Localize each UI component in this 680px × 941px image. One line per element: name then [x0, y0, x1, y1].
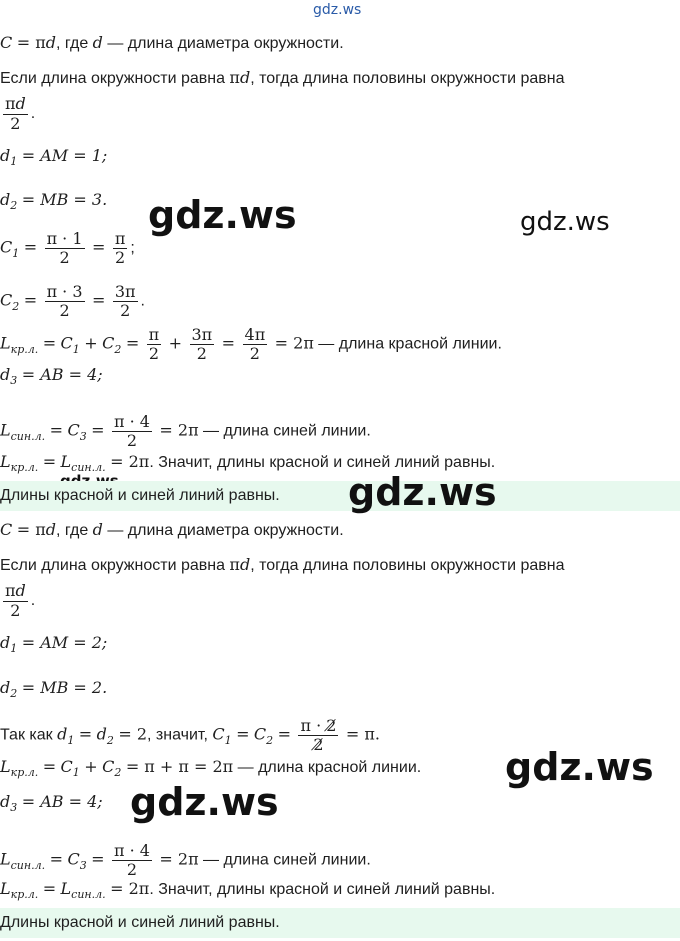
p1-blue-line: $L_{син.л.} = C_3$ = $\frac{\pi \cdot 4}{2}$ = 2π — длина синей линии.	[0, 412, 371, 450]
p1-half-frac: $\frac{\pi d}{2}$ .	[5, 94, 36, 133]
p2-blue-line: $L_{син.л.} = C_3$ = $\frac{\pi \cdot 4}{2}$ = 2π — длина синей линии.	[0, 841, 371, 879]
p2-d2: $d_2$ = MB = 2.	[0, 678, 108, 700]
p2-formula-line: C = πd, где d — длина диаметра окружности.	[0, 520, 344, 539]
p2-since-line: Так как $d_1 = d_2 = 2$, значит, $C_1 = C_2$ = $\frac{\pi \cdot 2̸}{2̸}$ = π.	[0, 716, 380, 754]
p2-equal-line: $L_{кр.л.} = L_{син.л.} = 2\pi$. Значит, длины красной и синей линий равны.	[0, 879, 496, 901]
p2-d3: $d_3$ = AB = 4;	[0, 792, 103, 814]
p1-red-line: $L_{кр.л.} = C_1 + C_2$ = $\frac{\pi}{2}$ + $\frac{3\pi}{2}$ = $\frac{4\pi}{2}$ = 2π — длина красной линии.	[0, 325, 502, 363]
p1-formula-line: C = πd, где d — длина диаметра окружности.	[0, 33, 344, 52]
p2-half-line: Если длина окружности равна πd, тогда длина половины окружности равна	[0, 555, 565, 574]
p2-half-frac: $\frac{\pi d}{2}$ .	[5, 581, 36, 620]
p2-d1: $d_1$ = AM = 2;	[0, 633, 108, 655]
p1-c1: $C_1$ = $\frac{\pi \cdot 1}{2}$ = $\frac{\pi}{2}$ ;	[0, 229, 135, 267]
p1-c2: $C_2$ = $\frac{\pi \cdot 3}{2}$ = $\frac{3\pi}{2}$ .	[0, 282, 145, 320]
p2-conclusion: Длины красной и синей линий равны.	[0, 908, 680, 938]
p1-d3: $d_3$ = AB = 4;	[0, 365, 103, 387]
watermark-5: gdz.ws	[505, 745, 654, 789]
p1-d2: $d_2$ = MB = 3.	[0, 190, 108, 212]
p1-equal-line: $L_{кр.л.} = L_{син.л.} = 2\pi$. Значит, длины красной и синей линий равны.	[0, 452, 496, 474]
watermark-4: gdz.ws	[348, 470, 497, 514]
watermark-6: gdz.ws	[130, 780, 279, 824]
p2-red-line: $L_{кр.л.} = C_1 + C_2 = \pi + \pi = 2\pi$ — длина красной линии.	[0, 757, 422, 779]
p1-conclusion: Длины красной и синей линий равны.	[0, 481, 680, 511]
watermark-1: gdz.ws	[148, 193, 297, 237]
watermark-top: gdz.ws	[313, 2, 362, 18]
p1-d1: $d_1$ = AM = 1;	[0, 146, 108, 168]
watermark-2: gdz.ws	[520, 207, 610, 237]
p1-half-line: Если длина окружности равна πd, тогда длина половины окружности равна	[0, 68, 565, 87]
